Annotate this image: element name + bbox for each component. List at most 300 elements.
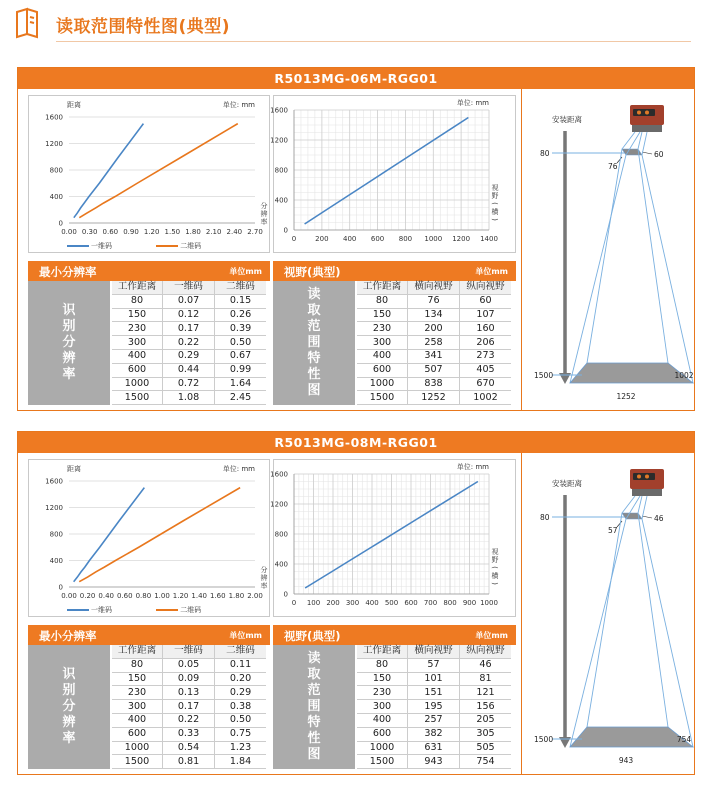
fov-chart-svg [270,460,517,618]
table-cell: 1002 [460,391,512,405]
y-axis-title-char: 视 [491,184,499,192]
x-tick-label: 600 [370,235,385,243]
table-cell: 1.64 [215,377,267,391]
camera-light [637,111,641,115]
table-cell: 0.54 [163,741,215,755]
table-cell: 0.05 [163,658,215,672]
side-label-char: 特 [307,351,321,366]
x-axis-title-char: 分 [260,202,268,210]
y-axis-title-char: ) [490,582,499,585]
x-tick-label: 2.70 [247,228,263,236]
x-tick-label: 0.90 [123,228,139,236]
model-title: R5013MG-08M-RGG01 [18,432,694,453]
side-label-char: 率 [62,367,76,382]
table-cell: 80 [112,294,163,308]
far-v-value: 1002 [674,371,694,380]
table-title: 视野(典型) [284,629,341,643]
table-cell: 0.12 [163,308,215,322]
table-cell: 150 [112,672,163,686]
install-diagram [522,89,694,411]
table-cell: 0.67 [215,349,267,363]
table-row [112,336,266,350]
table-row [112,391,266,405]
table-cell: 0.17 [163,322,215,336]
side-label-char: 图 [307,747,321,762]
table-row [112,727,266,741]
table-cell: 0.29 [163,349,215,363]
x-tick-label: 1.20 [172,592,189,600]
table-cell: 230 [112,686,163,700]
x-tick-label: 0.30 [81,228,98,236]
table-cell: 1500 [357,755,408,769]
x-tick-label: 0.60 [102,228,119,236]
resolution-table-grid [112,645,266,769]
table-unit: 单位mm [475,631,508,640]
legend-1d: 一维码 [91,606,112,614]
x-tick-label: 700 [423,599,438,607]
side-label-char: 辨 [62,351,76,366]
fov-edge [587,513,622,727]
camera-window [633,109,655,116]
side-label-char: 围 [307,699,321,714]
far-v-value: 754 [676,735,692,744]
table-header-row [112,281,266,294]
table-cell: 300 [112,700,163,714]
series-line-1 [305,118,469,225]
table-row [357,377,511,391]
title-divider [56,41,691,42]
far-distance-value: 1500 [534,371,554,380]
table-cell: 400 [112,713,163,727]
table-row [357,658,511,672]
side-label-char: 取 [307,303,321,318]
table-cell: 0.22 [163,713,215,727]
table-cell: 200 [408,322,460,336]
table-cell: 0.81 [163,755,215,769]
x-tick-label: 200 [315,235,329,243]
install-diagram [522,453,694,775]
near-v-leader [642,516,652,518]
fov-chart [270,95,516,253]
table-cell: 0.99 [215,363,267,377]
y-tick-label: 0 [283,226,288,235]
table-row [357,391,511,405]
table-cell: 150 [357,672,408,686]
side-label-char: 识 [62,303,76,318]
y-tick-label: 800 [274,530,288,539]
y-tick-label: 1200 [270,500,288,509]
table-cell: 400 [112,349,163,363]
table-row [112,741,266,755]
near-distance-value: 80 [540,149,550,158]
table-title: 最小分辨率 [39,629,97,643]
x-tick-label: 0.00 [61,592,77,600]
column-header: 二维码 [215,281,267,294]
table-cell: 134 [408,308,460,322]
x-tick-label: 1.00 [154,592,170,600]
table-cell: 160 [460,322,512,336]
fov-chart-svg [270,96,517,254]
table-cell: 0.22 [163,336,215,350]
table-cell: 1.08 [163,391,215,405]
x-tick-label: 600 [404,599,418,607]
y-axis-title-char: 视 [491,548,499,556]
table-cell: 507 [408,363,460,377]
table-cell: 0.07 [163,294,215,308]
table-cell: 151 [408,686,460,700]
table-row [112,686,266,700]
fov-edge [638,513,668,727]
side-label-text [273,651,355,763]
table-cell: 101 [408,672,460,686]
side-label-text [28,667,110,747]
table-cell: 1000 [112,741,163,755]
table-cell: 400 [357,349,408,363]
table-cell: 600 [112,727,163,741]
table-cell: 838 [408,377,460,391]
y-axis-title-char: 野 [491,192,499,200]
x-tick-label: 200 [326,599,340,607]
series-line-2 [79,488,240,582]
table-cell: 1000 [357,741,408,755]
series-line-1 [74,488,145,582]
column-header: 二维码 [215,645,267,658]
table-row [357,686,511,700]
near-v-leader [642,152,652,154]
table-cell: 0.44 [163,363,215,377]
chart-legend [67,605,201,615]
table-row [357,322,511,336]
table-cell: 1500 [112,391,163,405]
fov-edge [570,155,626,383]
fov-edge [642,132,647,155]
side-label-char: 围 [307,335,321,350]
side-label-char: 别 [62,319,76,334]
table-row [357,700,511,714]
table-cell: 258 [408,336,460,350]
y-tick-label: 400 [274,560,288,569]
y-tick-label: 400 [274,196,288,205]
side-label-char: 性 [307,367,321,382]
table-cell: 300 [357,700,408,714]
table-cell: 150 [357,308,408,322]
unit-label: 单位: mm [222,101,255,109]
camera-lens [632,125,662,132]
far-distance-value: 1500 [534,735,554,744]
install-diagram-svg [522,453,694,775]
model-section-1 [17,67,695,411]
x-axis-title-char: 辨 [260,210,268,218]
table-header-row [112,645,266,658]
min-resolution-table [28,625,270,769]
resolution-chart [28,95,270,253]
table-title: 最小分辨率 [39,265,97,279]
table-cell: 943 [408,755,460,769]
table-row [112,713,266,727]
table-cell: 341 [408,349,460,363]
column-header: 纵向视野 [460,645,512,658]
table-row [357,741,511,755]
fov-edge [638,149,668,363]
table-header-row [357,281,511,294]
fov-edge [642,496,647,519]
legend-1d: 一维码 [91,242,112,250]
fov-edge [622,496,635,513]
x-axis-title-char: 分 [260,566,268,574]
x-tick-label: 800 [398,235,413,243]
x-tick-label: 1.80 [228,592,245,600]
table-cell: 0.09 [163,672,215,686]
y-axis-title: 距离 [67,465,81,473]
table-row [112,363,266,377]
x-tick-label: 300 [345,599,360,607]
x-tick-label: 1000 [480,599,498,607]
y-tick-label: 0 [283,590,288,599]
table-cell: 670 [460,377,512,391]
table-cell: 0.39 [215,322,267,336]
side-label-char: 辨 [62,715,76,730]
table-cell: 60 [460,294,512,308]
table-row [357,713,511,727]
table-cell: 0.20 [215,672,267,686]
table-cell: 754 [460,755,512,769]
side-label-char: 性 [307,731,321,746]
resolution-table-grid [112,281,266,405]
table-cell: 230 [112,322,163,336]
table-row [112,700,266,714]
table-cell: 76 [408,294,460,308]
side-label-char: 率 [62,731,76,746]
resolution-chart-svg [29,460,271,618]
side-label-char: 读 [307,287,321,302]
y-tick-label: 800 [49,530,63,539]
table-cell: 0.29 [215,686,267,700]
table-cell: 631 [408,741,460,755]
column-header: 纵向视野 [460,281,512,294]
table-cell: 121 [460,686,512,700]
column-header: 一维码 [163,281,215,294]
table-cell: 195 [408,700,460,714]
page-title: 读取范围特性图(典型) [56,17,231,37]
far-h-value: 943 [618,756,634,765]
table-unit: 单位mm [229,267,262,276]
table-row [112,658,266,672]
y-tick-label: 1600 [270,470,288,479]
column-header: 工作距离 [112,645,163,658]
y-axis-title-char: 野 [491,556,499,564]
fov-edge [587,149,622,363]
x-tick-label: 1400 [480,235,498,243]
y-tick-label: 1200 [45,504,63,512]
x-tick-label: 1.60 [210,592,226,600]
table-cell: 300 [357,336,408,350]
near-h-value: 57 [608,526,618,535]
table-row [112,308,266,322]
series-line-1 [74,124,144,218]
x-tick-label: 800 [443,599,457,607]
x-tick-label: 400 [365,599,379,607]
table-cell: 230 [357,686,408,700]
table-cell: 1.23 [215,741,267,755]
table-cell: 1500 [112,755,163,769]
x-tick-label: 1.50 [164,228,181,236]
y-tick-label: 1600 [45,477,63,486]
table-cell: 46 [460,658,512,672]
table-header-row [357,645,511,658]
y-tick-label: 800 [49,166,63,175]
chart-legend [67,241,201,251]
table-side-label [28,281,112,405]
table-cell: 0.15 [215,294,267,308]
table-cell: 382 [408,727,460,741]
x-tick-label: 0.60 [117,592,133,600]
column-header: 横向视野 [408,281,460,294]
y-axis-title-char: ) [490,218,499,221]
table-row [357,336,511,350]
y-axis-title: 距离 [67,101,81,109]
table-cell: 206 [460,336,512,350]
y-tick-label: 1200 [270,136,288,145]
side-label-char: 图 [307,383,321,398]
fov-chart [270,459,516,617]
table-cell: 81 [460,672,512,686]
table-cell: 0.13 [163,686,215,700]
table-side-label [273,645,357,769]
x-tick-label: 0.20 [79,592,96,600]
side-label-char: 范 [307,319,321,334]
x-tick-label: 2.00 [247,592,263,600]
table-cell: 230 [357,322,408,336]
table-cell: 0.11 [215,658,267,672]
y-tick-label: 800 [274,166,288,175]
x-tick-label: 400 [343,235,357,243]
book-icon [14,8,40,38]
y-tick-label: 0 [58,219,63,228]
fov-table-grid [357,645,511,769]
y-axis-title-char: 横 [491,572,499,580]
camera-window [633,473,655,480]
x-tick-label: 0.40 [98,592,114,600]
y-axis-title-char: ( [490,202,499,205]
table-cell: 156 [460,700,512,714]
table-cell: 107 [460,308,512,322]
side-label-text [273,287,355,399]
distance-label: 安装距离 [552,479,582,488]
y-axis-title-char: ( [490,566,499,569]
side-label-text [28,303,110,383]
y-tick-label: 1600 [45,113,63,122]
x-tick-label: 1.40 [191,592,207,600]
column-header: 横向视野 [408,645,460,658]
table-cell: 80 [357,294,408,308]
x-tick-label: 1.20 [143,228,160,236]
table-cell: 300 [112,336,163,350]
table-row [357,755,511,769]
table-row [357,294,511,308]
unit-label: 单位: mm [456,463,489,471]
column-header: 工作距离 [357,645,408,658]
fov-edge [570,519,626,747]
table-cell: 505 [460,741,512,755]
table-cell: 0.50 [215,713,267,727]
x-axis-title-char: 率 [260,582,268,590]
x-tick-label: 0 [291,235,297,243]
x-tick-label: 100 [306,599,321,607]
camera-light [645,111,649,115]
unit-label: 单位: mm [456,99,489,107]
series-line-2 [79,124,237,218]
table-cell: 150 [112,308,163,322]
table-cell: 400 [357,713,408,727]
column-header: 工作距离 [112,281,163,294]
distance-label: 安装距离 [552,115,582,124]
y-tick-label: 1600 [270,106,288,115]
side-label-char: 特 [307,715,321,730]
table-cell: 0.75 [215,727,267,741]
near-v-value: 60 [654,150,664,159]
x-tick-label: 1.80 [185,228,201,236]
camera-light [637,475,641,479]
side-label-char: 识 [62,667,76,682]
table-row [112,322,266,336]
table-cell: 0.17 [163,700,215,714]
y-tick-label: 400 [49,193,63,201]
table-row [112,755,266,769]
x-tick-label: 1000 [424,235,443,243]
far-h-value: 1252 [616,392,636,401]
table-row [112,349,266,363]
side-label-char: 分 [62,699,76,714]
far-fov-plane [570,727,693,747]
fov-edge [642,519,693,747]
fov-table [273,625,516,769]
table-cell: 257 [408,713,460,727]
unit-label: 单位: mm [222,465,255,473]
column-header: 工作距离 [357,281,408,294]
table-title: 视野(典型) [284,265,341,279]
side-label-char: 读 [307,651,321,666]
legend-2d: 二维码 [180,242,202,250]
table-row [357,727,511,741]
table-row [112,672,266,686]
y-axis-title-char: 横 [491,208,499,216]
table-cell: 405 [460,363,512,377]
table-cell: 0.33 [163,727,215,741]
resolution-chart [28,459,270,617]
table-cell: 0.38 [215,700,267,714]
table-cell: 0.26 [215,308,267,322]
table-cell: 1500 [357,391,408,405]
table-side-label [273,281,357,405]
table-cell: 1252 [408,391,460,405]
table-side-label [28,645,112,769]
near-h-value: 76 [608,162,618,171]
camera-light [645,475,649,479]
near-distance-value: 80 [540,513,550,522]
side-label-char: 别 [62,683,76,698]
table-unit: 单位mm [475,267,508,276]
model-section-2 [17,431,695,775]
min-resolution-table [28,261,270,405]
x-tick-label: 0.80 [135,592,152,600]
table-row [112,294,266,308]
x-tick-label: 2.40 [226,228,243,236]
x-axis-title-char: 率 [260,218,268,226]
fov-table [273,261,516,405]
x-tick-label: 2.10 [205,228,222,236]
table-row [357,308,511,322]
x-tick-label: 0 [291,599,297,607]
